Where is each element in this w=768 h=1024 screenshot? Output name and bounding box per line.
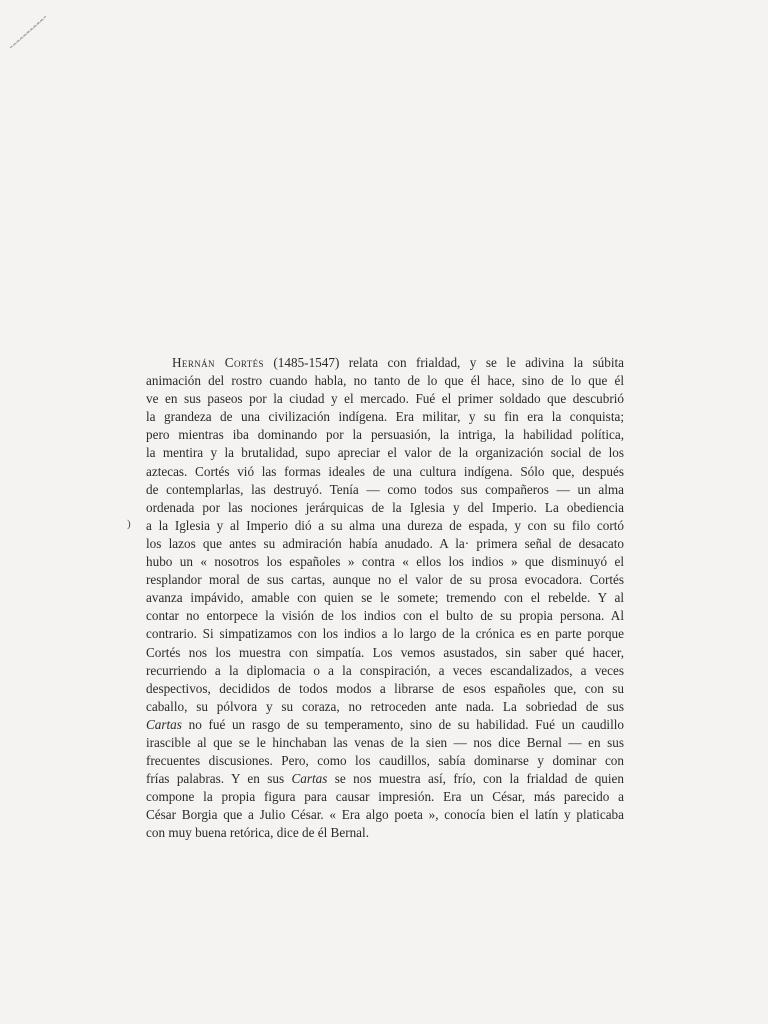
body-paragraph <box>146 354 624 843</box>
text-line <box>146 463 624 481</box>
text-segment: a la Iglesia y al Imperio dió a su alma una dureza de espada, y con su filo cortó <box>146 517 624 533</box>
text-line <box>146 517 624 535</box>
text-segment: avanza impávido, amable con quien se le somete; tremendo con el rebelde. Y al <box>146 590 624 606</box>
text-segment: caballo, su pólvora y su coraza, no retroceden ante nada. La sobriedad de sus <box>146 698 624 714</box>
text-line <box>146 607 624 625</box>
margin-mark: ) <box>127 518 131 530</box>
text-segment: contar no entorpece la visión de los indios con el bulto de su propia persona. Al <box>146 608 624 624</box>
text-line <box>146 716 624 734</box>
text-segment: César Borgia que a Julio César. « Era algo poeta », conocía bien el latín y platicaba <box>146 807 624 823</box>
author-name: Hernán Cortés <box>172 355 264 370</box>
pencil-mark <box>8 14 48 50</box>
text-segment: Cortés nos los muestra con simpatía. Los vemos asustados, sin saber qué hacer, <box>146 644 624 660</box>
text-segment: frecuentes discusiones. Pero, como los caudillos, sabía dominarse y dominar con <box>146 753 624 769</box>
text-segment: se nos muestra así, frío, con la frialdad de quien <box>327 771 624 787</box>
text-line <box>146 499 624 517</box>
italic-title: Cartas <box>146 716 182 732</box>
text-segment: despectivos, decididos de todos modos a librarse de esos españoles que, con su <box>146 680 624 696</box>
text-segment: recurriendo a la diplomacia o a la conspiración, a veces escandalizados, a veces <box>146 662 624 678</box>
text-line <box>146 770 624 788</box>
text-line <box>146 824 624 842</box>
text-segment: los lazos que antes su admiración había anudado. A la· primera señal de desacato <box>146 535 624 551</box>
text-line <box>146 589 624 607</box>
text-line <box>146 426 624 444</box>
text-segment: (1485-1547) relata con frialdad, y se le adivina la súbita <box>263 355 625 370</box>
text-segment: hubo un « nosotros los españoles » contra « ellos los indios » que disminuyó el <box>146 554 624 570</box>
text-line <box>146 408 624 426</box>
text-line <box>146 680 624 698</box>
text-segment: resplandor moral de sus cartas, aunque no el valor de su prosa evocadora. Cortés <box>146 572 624 588</box>
text-line <box>146 662 624 680</box>
text-segment: irascible al que se le hinchaban las venas de la sien — nos dice Bernal — en sus <box>146 734 624 750</box>
text-segment: animación del rostro cuando habla, no tanto de lo que él hace, sino de lo que él <box>146 373 624 389</box>
text-segment: contrario. Si simpatizamos con los indios a lo largo de la crónica es en parte porque <box>146 626 624 642</box>
text-line <box>146 535 624 553</box>
text-segment: ordenada por las nociones jerárquicas de la Iglesia y del Imperio. La obediencia <box>146 499 624 515</box>
text-segment: frías palabras. Y en sus <box>146 771 292 787</box>
text-line <box>146 806 624 824</box>
text-line <box>146 788 624 806</box>
text-line <box>146 372 624 390</box>
italic-title: Cartas <box>291 771 328 787</box>
text-segment: ve en sus paseos por la ciudad y el mercado. Fué el primer soldado que descubrió <box>146 391 624 407</box>
text-line <box>146 644 624 662</box>
text-segment: no fué un rasgo de su temperamento, sino de su habilidad. Fué un caudillo <box>181 716 624 732</box>
text-line <box>146 625 624 643</box>
text-line <box>146 354 624 372</box>
text-segment: de contemplarlas, las destruyó. Tenía — como todos sus compañeros — un alma <box>146 481 624 497</box>
text-segment: aztecas. Cortés vió las formas ideales de una cultura indígena. Sólo que, después <box>146 463 624 479</box>
text-line <box>146 481 624 499</box>
text-segment: la grandeza de una civilización indígena. Era militar, y su fin era la conquista; <box>146 409 624 425</box>
text-line <box>146 390 624 408</box>
text-segment: la mentira y la brutalidad, supo apreciar el valor de la organización social de los <box>146 445 624 461</box>
text-line <box>146 734 624 752</box>
text-line <box>146 571 624 589</box>
text-segment: compone la propia figura para causar impresión. Era un César, más parecido a <box>146 789 624 805</box>
text-line <box>146 444 624 462</box>
text-line <box>146 752 624 770</box>
text-line <box>146 553 624 571</box>
text-segment: con muy buena retórica, dice de él Bernal. <box>146 825 369 841</box>
text-line <box>146 698 624 716</box>
text-segment: pero mientras iba dominando por la persuasión, la intriga, la habilidad política, <box>146 427 624 443</box>
